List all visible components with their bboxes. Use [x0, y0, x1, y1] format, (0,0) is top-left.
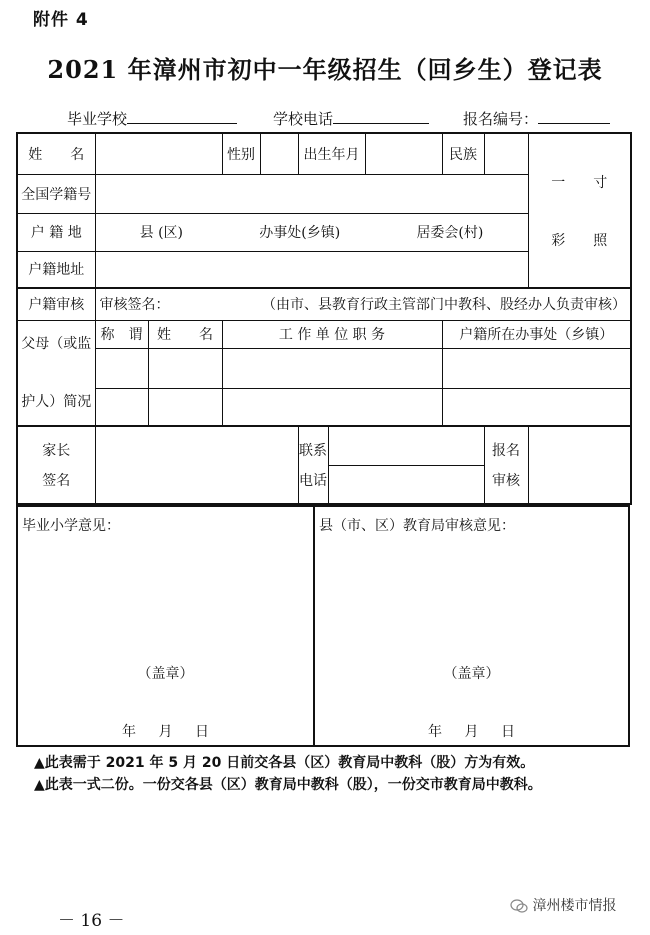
bureau-seal-label: （盖章） [443, 666, 500, 682]
student-id-label: 全国学籍号 [17, 174, 95, 213]
apply-review-line2: 审核 [492, 473, 521, 489]
parent2-relation[interactable] [95, 388, 148, 426]
photo-label-bottom: 彩 照 [551, 232, 608, 249]
parent2-office[interactable] [442, 388, 631, 426]
watermark-text: 漳州楼市情报 [532, 898, 617, 914]
reg-no-label: 报名编号： [463, 110, 539, 128]
primary-seal-label: （盖章） [137, 666, 194, 682]
review-note: （由市、县教育行政主管部门中教科、股经办人负责审核） [262, 297, 627, 314]
name-label: 姓 名 [17, 133, 95, 174]
hukou-address-value[interactable] [95, 251, 528, 288]
contact-phone-line1: 联系 [299, 443, 328, 459]
parent-info-line2: 护人）简况 [21, 393, 92, 410]
hukou-address-label: 户籍地址 [17, 251, 95, 288]
hukou-review-label: 户籍审核 [17, 288, 95, 320]
parent1-work[interactable] [222, 348, 442, 388]
col-relation: 称 谓 [95, 320, 148, 348]
hukou-place-label: 户 籍 地 [17, 213, 95, 251]
school-label: 毕业学校 [67, 110, 128, 128]
parent-info-label [17, 320, 95, 426]
name-value[interactable] [95, 133, 222, 174]
parent1-office[interactable] [442, 348, 631, 388]
bureau-date-label: 年 月 日 [428, 724, 515, 740]
apply-review-label [484, 426, 528, 504]
bureau-opinion[interactable] [313, 505, 630, 747]
school-field[interactable] [67, 108, 237, 129]
guardian-sign-value[interactable] [95, 426, 298, 504]
county-label: 县 (区) [139, 225, 183, 241]
office-label: 办事处(乡镇) [259, 225, 341, 241]
wechat-icon [510, 899, 528, 913]
hukou-review-value[interactable] [95, 288, 631, 320]
note-copies: ▲此表一式二份。一份交各县（区）教育局中教科（股），一份交市教育局中教科。 [34, 777, 542, 793]
reg-no-field[interactable] [463, 108, 610, 129]
contact-phone-value-2[interactable] [328, 465, 484, 504]
review-sign-label: 审核签名： [99, 297, 170, 314]
registration-table [16, 132, 632, 505]
form-title: 2021 年漳州市初中一年级招生（回乡生）登记表 [47, 55, 603, 84]
attachment-label: 附件 4 [33, 10, 89, 30]
parent2-name[interactable] [148, 388, 222, 426]
parent2-work[interactable] [222, 388, 442, 426]
school-phone-label: 学校电话 [273, 110, 334, 128]
school-phone-underline [333, 109, 429, 124]
birth-label: 出生年月 [298, 133, 365, 174]
note-deadline: ▲此表需于 2021 年 5 月 20 日前交各县（区）教育局中教科（股）方为有效。 [34, 755, 535, 771]
contact-phone-value-1[interactable] [328, 426, 484, 465]
hukou-place-value[interactable] [95, 213, 528, 251]
apply-review-line1: 报名 [492, 443, 521, 459]
guardian-sign-label [17, 426, 95, 504]
page-number: － 16 － [58, 911, 125, 931]
contact-phone-line2: 电话 [299, 473, 328, 489]
school-underline [127, 109, 237, 124]
primary-school-opinion[interactable] [16, 505, 315, 747]
guardian-sign-line2: 签名 [42, 473, 71, 489]
ethnic-value[interactable] [484, 133, 528, 174]
primary-school-opinion-label: 毕业小学意见： [22, 518, 120, 534]
birth-value[interactable] [365, 133, 442, 174]
parent1-name[interactable] [148, 348, 222, 388]
apply-review-value[interactable] [528, 426, 631, 504]
ethnic-label: 民族 [442, 133, 484, 174]
watermark [510, 895, 616, 915]
parent-info-line1: 父母（或监 [21, 335, 92, 352]
guardian-sign-line1: 家长 [42, 443, 71, 459]
photo-box [528, 133, 631, 288]
contact-phone-label [298, 426, 328, 504]
bureau-opinion-label: 县（市、区）教育局审核意见： [319, 518, 515, 534]
student-id-value[interactable] [95, 174, 528, 213]
gender-value[interactable] [260, 133, 298, 174]
col-hukou-office: 户籍所在办事处（乡镇） [442, 320, 631, 348]
gender-label: 性别 [222, 133, 260, 174]
reg-no-underline [538, 109, 610, 124]
photo-label-top: 一 寸 [551, 174, 608, 191]
school-phone-field[interactable] [273, 108, 429, 129]
col-name: 姓 名 [148, 320, 222, 348]
committee-label: 居委会(村) [416, 225, 484, 241]
primary-date-label: 年 月 日 [122, 724, 209, 740]
col-work: 工 作 单 位 职 务 [222, 320, 442, 348]
parent1-relation[interactable] [95, 348, 148, 388]
